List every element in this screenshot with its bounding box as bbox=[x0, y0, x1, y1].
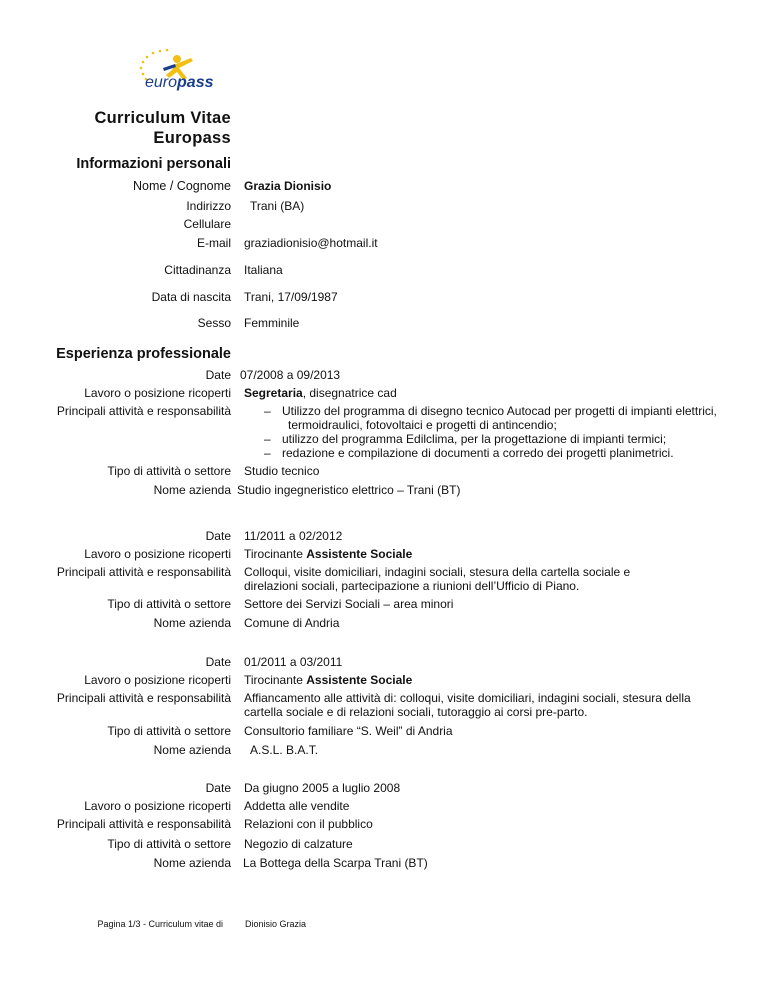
job1-sector-label: Tipo di attività o settore bbox=[107, 464, 231, 478]
email-value: graziadionisio@hotmail.it bbox=[244, 236, 378, 250]
document-title bbox=[94, 108, 231, 148]
job2-position-label: Lavoro o posizione ricoperti bbox=[84, 547, 231, 561]
job4-activities-label: Principali attività e responsabilità bbox=[56, 817, 231, 831]
europass-logo bbox=[133, 44, 225, 96]
job2-employer-label: Nome azienda bbox=[153, 616, 231, 630]
job4-sector-value: Negozio di calzature bbox=[244, 837, 353, 851]
job1-date-label: Date bbox=[205, 368, 231, 382]
list-item: – utilizzo del programma Edilclima, per la progettazione di impianti termici; bbox=[252, 432, 717, 446]
job1-employer-value: Studio ingegneristico elettrico – Trani (BT) bbox=[237, 483, 461, 497]
address-value: Trani (BA) bbox=[250, 199, 305, 213]
job3-date-label: Date bbox=[205, 655, 231, 669]
job1-position-rest: , disegnatrice cad bbox=[302, 386, 397, 400]
job2-activities-value: Colloqui, visite domiciliari, indagini sociali, stesura della cartella sociale e direlazioni sociali, partecipazione a riunioni dell’Ufficio di Piano. bbox=[244, 565, 631, 593]
job2-position-value bbox=[244, 547, 412, 561]
job3-sector-value: Consultorio familiare “S. Weil” di Andria bbox=[244, 724, 453, 738]
job2-sector-value: Settore dei Servizi Sociali – area minori bbox=[244, 597, 454, 611]
job3-position-label: Lavoro o posizione ricoperti bbox=[84, 673, 231, 687]
email-label: E-mail bbox=[196, 236, 231, 250]
job3-employer-label: Nome azienda bbox=[153, 743, 231, 757]
job3-employer-value: A.S.L. B.A.T. bbox=[250, 743, 319, 757]
job3-position-value bbox=[244, 673, 412, 687]
job4-position-value: Addetta alle vendite bbox=[244, 799, 350, 813]
job2-employer-value: Comune di Andria bbox=[244, 616, 340, 630]
experience-heading: Esperienza professionale bbox=[56, 346, 231, 362]
logo-text-euro: euro bbox=[145, 74, 178, 91]
job4-activities-value: Relazioni con il pubblico bbox=[244, 817, 373, 831]
footer-name: Dionisio Grazia bbox=[245, 919, 307, 929]
job3-position-plain: Tirocinante bbox=[244, 673, 307, 687]
sex-label: Sesso bbox=[197, 316, 231, 330]
job3-activities-value: Affiancamento alle attività di: colloqui, visite domiciliari, indagini sociali, stesura della cartella sociale e di relazioni sociali, tutoraggio ai corsi pre-parto. bbox=[244, 691, 691, 719]
job4-date-label: Date bbox=[205, 781, 231, 795]
job3-activities-label: Principali attività e responsabilità bbox=[56, 691, 231, 705]
address-label: Indirizzo bbox=[186, 199, 231, 213]
bullet-continuation: termoidraulici, fotovoltaici e progetti di antincendio; bbox=[288, 418, 557, 432]
job2-date-label: Date bbox=[205, 529, 231, 543]
name-label: Nome / Cognome bbox=[133, 179, 231, 193]
job4-position-label: Lavoro o posizione ricoperti bbox=[84, 799, 231, 813]
title-line-2: Europass bbox=[153, 129, 231, 147]
job1-date-value: 07/2008 a 09/2013 bbox=[240, 368, 341, 382]
footer-page-info: Pagina 1/3 - Curriculum vitae di bbox=[97, 919, 223, 929]
personal-info-heading: Informazioni personali bbox=[76, 156, 231, 172]
job4-date-value: Da giugno 2005 a luglio 2008 bbox=[244, 781, 401, 795]
job2-position-plain: Tirocinante bbox=[244, 547, 307, 561]
list-item: – redazione e compilazione di documenti a corredo dei progetti planimetrici. bbox=[252, 446, 717, 460]
job4-sector-label: Tipo di attività o settore bbox=[107, 837, 231, 851]
job1-position-bold: Segretaria bbox=[244, 386, 303, 400]
job1-sector-value: Studio tecnico bbox=[244, 464, 320, 478]
job3-sector-label: Tipo di attività o settore bbox=[107, 724, 231, 738]
job2-date-value: 11/2011 a 02/2012 bbox=[244, 529, 343, 543]
job1-activities-list bbox=[252, 404, 717, 460]
job4-employer-label: Nome azienda bbox=[153, 856, 231, 870]
job1-activities-label: Principali attività e responsabilità bbox=[56, 404, 231, 418]
logo-text-pass: pass bbox=[177, 74, 214, 91]
sex-value: Femminile bbox=[244, 316, 300, 330]
job3-position-bold: Assistente Sociale bbox=[306, 673, 413, 687]
list-item: – Utilizzo del programma di disegno tecnico Autocad per progetti di impianti elettrici, termoidraulici, fotovoltaici e progetti di antincendio; bbox=[252, 404, 717, 432]
job2-activities-label: Principali attività e responsabilità bbox=[56, 565, 231, 579]
name-value: Grazia Dionisio bbox=[244, 179, 332, 193]
job4-employer-value: La Bottega della Scarpa Trani (BT) bbox=[243, 856, 428, 870]
job1-employer-label: Nome azienda bbox=[153, 483, 231, 497]
job1-position-value bbox=[244, 386, 397, 400]
job2-position-bold: Assistente Sociale bbox=[306, 547, 413, 561]
citizenship-value: Italiana bbox=[244, 263, 283, 277]
mobile-label: Cellulare bbox=[183, 217, 231, 231]
job3-date-value: 01/2011 a 03/2011 bbox=[244, 655, 343, 669]
citizenship-label: Cittadinanza bbox=[164, 263, 231, 277]
title-line-1: Curriculum Vitae bbox=[94, 109, 231, 127]
job2-sector-label: Tipo di attività o settore bbox=[107, 597, 231, 611]
job1-position-label: Lavoro o posizione ricoperti bbox=[84, 386, 231, 400]
birth-label: Data di nascita bbox=[151, 290, 231, 304]
birth-value: Trani, 17/09/1987 bbox=[244, 290, 338, 304]
